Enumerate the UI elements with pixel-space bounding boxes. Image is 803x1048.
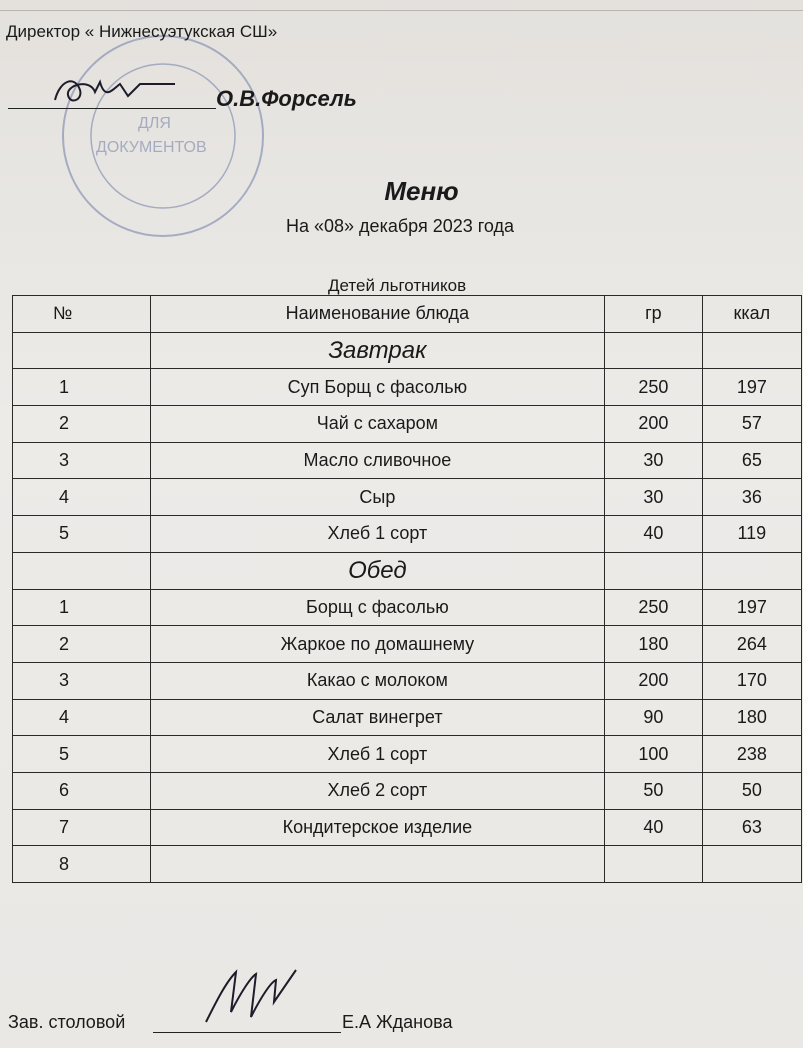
footer-role: Зав. столовой: [8, 1012, 126, 1032]
dish-grams: 200: [605, 662, 703, 699]
table-row: [13, 772, 802, 809]
dish-kcal: 197: [702, 589, 801, 626]
row-number: 7: [13, 809, 151, 846]
row-number: 2: [13, 406, 151, 443]
dish-kcal: 170: [702, 662, 801, 699]
footer-name: Е.А Жданова: [342, 1012, 453, 1032]
dish-kcal: 119: [702, 516, 801, 553]
section-title-breakfast: Завтрак: [150, 332, 604, 369]
row-number: 4: [13, 479, 151, 516]
table-row: [13, 442, 802, 479]
dish-name: Сыр: [150, 479, 604, 516]
dish-grams: 180: [605, 626, 703, 663]
dish-kcal: 264: [702, 626, 801, 663]
menu-date: На «08» декабря 2023 года: [286, 216, 515, 236]
table-header-row: [13, 296, 802, 333]
page-top-edge: [0, 10, 803, 11]
table-row: [13, 589, 802, 626]
dish-name: [150, 846, 604, 883]
dish-kcal: 65: [702, 442, 801, 479]
dish-name: Хлеб 1 сорт: [150, 736, 604, 773]
dish-kcal: 180: [702, 699, 801, 736]
dish-name: Хлеб 2 сорт: [150, 772, 604, 809]
row-number: 3: [13, 662, 151, 699]
header-grams: гр: [605, 296, 703, 333]
row-number: 4: [13, 699, 151, 736]
row-number: 6: [13, 772, 151, 809]
footer-signature-line: [153, 1032, 341, 1033]
header-dish-name: Наименование блюда: [150, 296, 604, 333]
canteen-head-signature-icon: [196, 962, 306, 1032]
dish-grams: 30: [605, 479, 703, 516]
dish-kcal: 63: [702, 809, 801, 846]
director-signature-icon: [50, 70, 180, 110]
section-row-lunch: [13, 552, 802, 589]
dish-name: Салат винегрет: [150, 699, 604, 736]
dish-grams: 50: [605, 772, 703, 809]
dish-kcal: 57: [702, 406, 801, 443]
dish-name: Масло сливочное: [150, 442, 604, 479]
dish-grams: 40: [605, 809, 703, 846]
table-row: [13, 516, 802, 553]
dish-kcal: 238: [702, 736, 801, 773]
row-number: 2: [13, 626, 151, 663]
table-row: [13, 736, 802, 773]
row-number: 1: [13, 369, 151, 406]
dish-grams: 200: [605, 406, 703, 443]
director-label: Директор « Нижнесуэтукская СШ»: [6, 22, 278, 41]
dish-grams: [605, 846, 703, 883]
dish-grams: 250: [605, 589, 703, 626]
row-number: 5: [13, 516, 151, 553]
dish-name: Жаркое по домашнему: [150, 626, 604, 663]
director-name: О.В.Форсель: [216, 86, 357, 111]
section-row-breakfast: [13, 332, 802, 369]
dish-grams: 100: [605, 736, 703, 773]
table-row: [13, 626, 802, 663]
dish-name: Суп Борщ с фасолью: [150, 369, 604, 406]
dish-kcal: 36: [702, 479, 801, 516]
dish-name: Борщ с фасолью: [150, 589, 604, 626]
svg-text:ДОКУМЕНТОВ: ДОКУМЕНТОВ: [96, 139, 207, 156]
dish-grams: 90: [605, 699, 703, 736]
director-signature-line: [8, 108, 216, 109]
dish-kcal: [702, 846, 801, 883]
dish-name: Кондитерское изделие: [150, 809, 604, 846]
dish-grams: 40: [605, 516, 703, 553]
header-kcal: ккал: [702, 296, 801, 333]
table-row: [13, 809, 802, 846]
round-stamp-icon: [38, 18, 288, 248]
table-row: [13, 699, 802, 736]
table-row: [13, 846, 802, 883]
table-row: [13, 662, 802, 699]
dish-kcal: 197: [702, 369, 801, 406]
header-number: №: [13, 296, 151, 333]
row-number: 3: [13, 442, 151, 479]
row-number: 8: [13, 846, 151, 883]
dish-name: Какао с молоком: [150, 662, 604, 699]
dish-kcal: 50: [702, 772, 801, 809]
dish-grams: 250: [605, 369, 703, 406]
row-number: 1: [13, 589, 151, 626]
menu-table: [12, 295, 802, 883]
dish-grams: 30: [605, 442, 703, 479]
dish-name: Чай с сахаром: [150, 406, 604, 443]
table-row: [13, 406, 802, 443]
svg-text:ДЛЯ: ДЛЯ: [138, 115, 171, 132]
section-title-lunch: Обед: [150, 552, 604, 589]
table-caption: Детей льготников: [328, 276, 467, 295]
dish-name: Хлеб 1 сорт: [150, 516, 604, 553]
page-title: Меню: [384, 176, 459, 206]
table-row: [13, 479, 802, 516]
table-row: [13, 369, 802, 406]
row-number: 5: [13, 736, 151, 773]
